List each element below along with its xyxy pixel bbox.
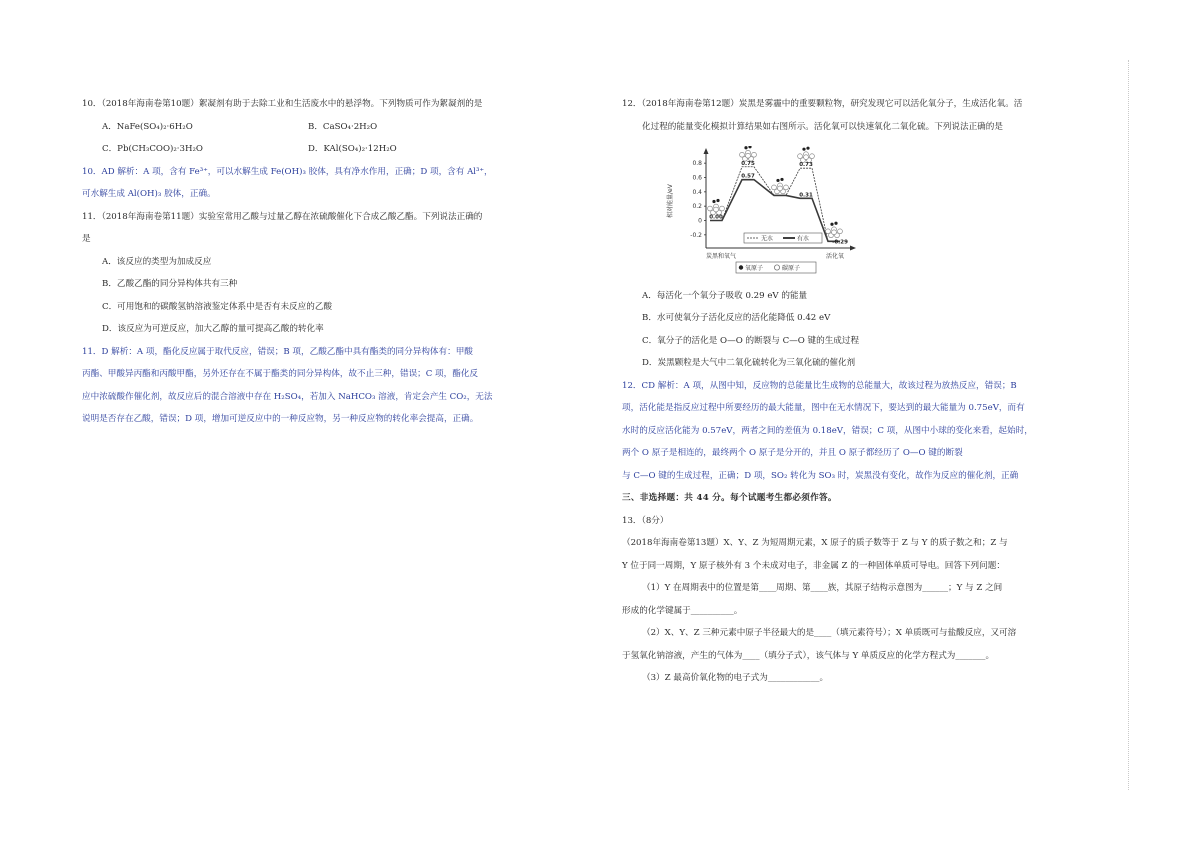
label-ts2-dry: 0.73	[799, 162, 813, 169]
q10-answer-line-2: 可水解生成 Al(OH)₃ 胶体，正确。	[82, 189, 216, 199]
q11-stem-line-1: 11．（2018年海南卷第11题）实验室常用乙酸与过量乙醇在浓硫酸催化下合成乙酸乙酯。下列说法正确的	[82, 212, 483, 222]
legend-wet-label: 有水	[797, 235, 810, 243]
cluster-start	[708, 199, 725, 215]
q11-answer-line-2: 丙酯、甲酸异丙酯和丙酸甲酯，另外还存在不属于酯类的同分异构体，故不止三种，错误；C 项，酯化反	[82, 369, 479, 379]
q13-part-2-line-2: 于氢氧化钠溶液，产生的气体为____（填分子式），该气体与 Y 单质反应的化学方程式为_______。	[622, 651, 995, 661]
q10-option-d: D．KAl(SO₄)₂·12H₂O	[308, 144, 397, 154]
oxygen-ball	[744, 146, 747, 149]
cluster-ts1	[740, 146, 757, 161]
oxygen-ball	[834, 222, 837, 225]
q12-answer-line-1: 12．CD 解析：A 项，从图中知，反应物的总能量比生成物的总能量大，故该过程为放热反应，错误；B	[622, 381, 1017, 391]
q13-part-3: （3）Z 最高价氧化物的电子式为____________。	[642, 673, 829, 683]
label-ts2-wet: 0.31	[799, 192, 813, 199]
x-label-left: 炭黑和氧气	[706, 253, 737, 260]
q10-stem: 10．（2018年海南卷第10题）絮凝剂有助于去除工业和生活废水中的悬浮物。下列物质可作为絮凝剂的是	[82, 99, 483, 109]
q13-stem-line-2: Y 位于同一周期，Y 原子核外有 3 个未成对电子，非金属 Z 的一种固体单质可导电。回答下列问题：	[622, 561, 1005, 571]
y-ticks	[690, 160, 706, 239]
oxygen-ball	[780, 178, 783, 181]
energy-curves	[710, 167, 840, 242]
oxygen-atom-icon	[739, 265, 743, 269]
oxygen-ball	[830, 223, 833, 226]
y-axis-arrow	[704, 148, 709, 154]
label-start: 0.00	[709, 214, 723, 221]
y-tick-label: -0.2	[690, 231, 702, 239]
q12-answer-line-4: 两个 O 原子是相连的，最终两个 O 原子是分开的，并且 O 原子都经历了 O—O 键的断裂	[622, 448, 963, 458]
label-end: -0.29	[832, 239, 848, 246]
y-tick-label: 0.4	[692, 188, 702, 196]
q11-option-c: C．可用饱和的碳酸氢钠溶液鉴定体系中是否有未反应的乙酸	[102, 302, 333, 312]
q11-answer-line-3: 应中浓硫酸作催化剂，故反应后的混合溶液中存在 H₂SO₄，若加入 NaHCO₃ 溶液，肯定会产生 CO₂，无法	[82, 392, 493, 402]
label-ts1-dry: 0.75	[741, 160, 755, 167]
cluster-ts2	[798, 147, 815, 163]
carbon-ball	[746, 153, 751, 158]
carbon-ball	[832, 230, 837, 235]
label-ts1-wet: 0.57	[741, 173, 755, 180]
cluster-intermediate	[772, 178, 789, 194]
x-axis-arrow	[850, 246, 856, 251]
q13-part-1-line-2: 形成的化学键属于__________。	[622, 606, 743, 616]
q13-part-2-line-1: （2）X、Y、Z 三种元素中原子半径最大的是____（填元素符号）；X 单质既可与盐酸反应，又可溶	[642, 628, 1017, 638]
x-label-right: 活化氧	[826, 253, 845, 260]
energy-profile-chart	[660, 146, 870, 282]
q13-part-1-line-1: （1）Y 在周期表中的位置是第____周期、第____族，其原子结构示意图为______；Y 与 Z 之间	[642, 583, 1003, 593]
oxygen-ball	[806, 147, 809, 150]
q12-option-a: A．每活化一个氧分子吸收 0.29 eV 的能量	[642, 291, 808, 301]
q13-stem-line-1: （2018年海南卷第13题）X、Y、Z 为短周期元素，X 原子的质子数等于 Z 与 Y 的质子数之和；Z 与	[622, 538, 1008, 548]
q12-answer-line-2: 项，活化能是指反应过程中所要经历的最大能量，图中在无水情况下，要达到的最大能量为 0.75eV，而有	[622, 403, 1025, 413]
q12-option-d: D．炭黑颗粒是大气中二氧化硫转化为三氧化硫的催化剂	[642, 358, 856, 368]
y-tick-label: 0.2	[692, 203, 702, 211]
q12-answer-line-5: 与 C—O 键的生成过程，正确；D 项，SO₂ 转化为 SO₃ 时，炭黑没有变化，故作为反应的催化剂，正确	[622, 471, 1019, 481]
q12-stem-line-1: 12．（2018年海南卷第12题）炭黑是雾霾中的重要颗粒物，研究发现它可以活化氧分子，生成活化氧。活	[622, 99, 1023, 109]
atom-legend-carbon: 碳原子	[782, 265, 801, 272]
q10-option-c: C．Pb(CH₃COO)₂·3H₂O	[102, 144, 203, 154]
y-tick-label: 0.8	[692, 160, 702, 168]
q10-option-a: A．NaFe(SO₄)₂·6H₂O	[102, 122, 193, 132]
atom-legend-oxygen: 氧原子	[745, 265, 764, 272]
q11-stem-line-2: 是	[82, 234, 91, 244]
q12-option-c: C．氧分子的活化是 O—O 的断裂与 C—O 键的生成过程	[642, 336, 860, 346]
q12-answer-line-3: 水时的反应活化能为 0.57eV，两者之间的差值为 0.18eV，错误；C 项，从图中小球的变化来看，起始时，	[622, 426, 1033, 436]
cluster-end	[826, 222, 843, 238]
carbon-atom-icon	[774, 265, 779, 270]
oxygen-ball	[716, 199, 719, 202]
legend-dry-label: 无水	[761, 235, 774, 243]
y-axis-label: 相对能量/eV	[667, 184, 674, 218]
section-3-title: 三、非选择题：共 44 分。每个试题考生都必须作答。	[622, 493, 837, 503]
carbon-ball	[714, 207, 719, 212]
carbon-ball	[804, 155, 809, 160]
oxygen-ball	[802, 148, 805, 151]
q11-answer-line-1: 11．D 解析：A 项，酯化反应属于取代反应，错误；B 项，乙酸乙酯中具有酯类的同分异构体有：甲酸	[82, 347, 473, 357]
y-tick-label: 0.6	[692, 174, 702, 182]
q10-option-b: B．CaSO₄·2H₂O	[308, 122, 378, 132]
oxygen-ball	[712, 200, 715, 203]
q12-stem-line-2: 化过程的能量变化模拟计算结果如右图所示。活化氧可以快速氧化二氧化硫。下列说法正确的是	[642, 122, 1003, 132]
carbon-ball	[778, 186, 783, 191]
oxygen-ball	[748, 146, 751, 148]
oxygen-ball	[776, 179, 779, 182]
q13-head: 13．（8分）	[622, 516, 669, 526]
q11-option-b: B．乙酸乙酯的同分异构体共有三种	[102, 279, 238, 289]
dotted-fold-line	[1128, 60, 1139, 790]
y-tick-label: 0	[698, 217, 702, 225]
q11-option-a: A．该反应的类型为加成反应	[102, 257, 212, 267]
q11-option-d: D．该反应为可逆反应，加大乙醇的量可提高乙酸的转化率	[102, 324, 324, 334]
q10-answer-line-1: 10．AD 解析：A 项，含有 Fe³⁺，可以水解生成 Fe(OH)₃ 胶体，具有净水作用，正确；D 项，含有 Al³⁺，	[82, 167, 493, 177]
q11-answer-line-4: 说明是否存在乙酸，错误；D 项，增加可逆反应中的一种反应物，另一种反应物的转化率会提高，正确。	[82, 414, 479, 424]
q12-option-b: B．水可使氧分子活化反应的活化能降低 0.42 eV	[642, 313, 831, 323]
